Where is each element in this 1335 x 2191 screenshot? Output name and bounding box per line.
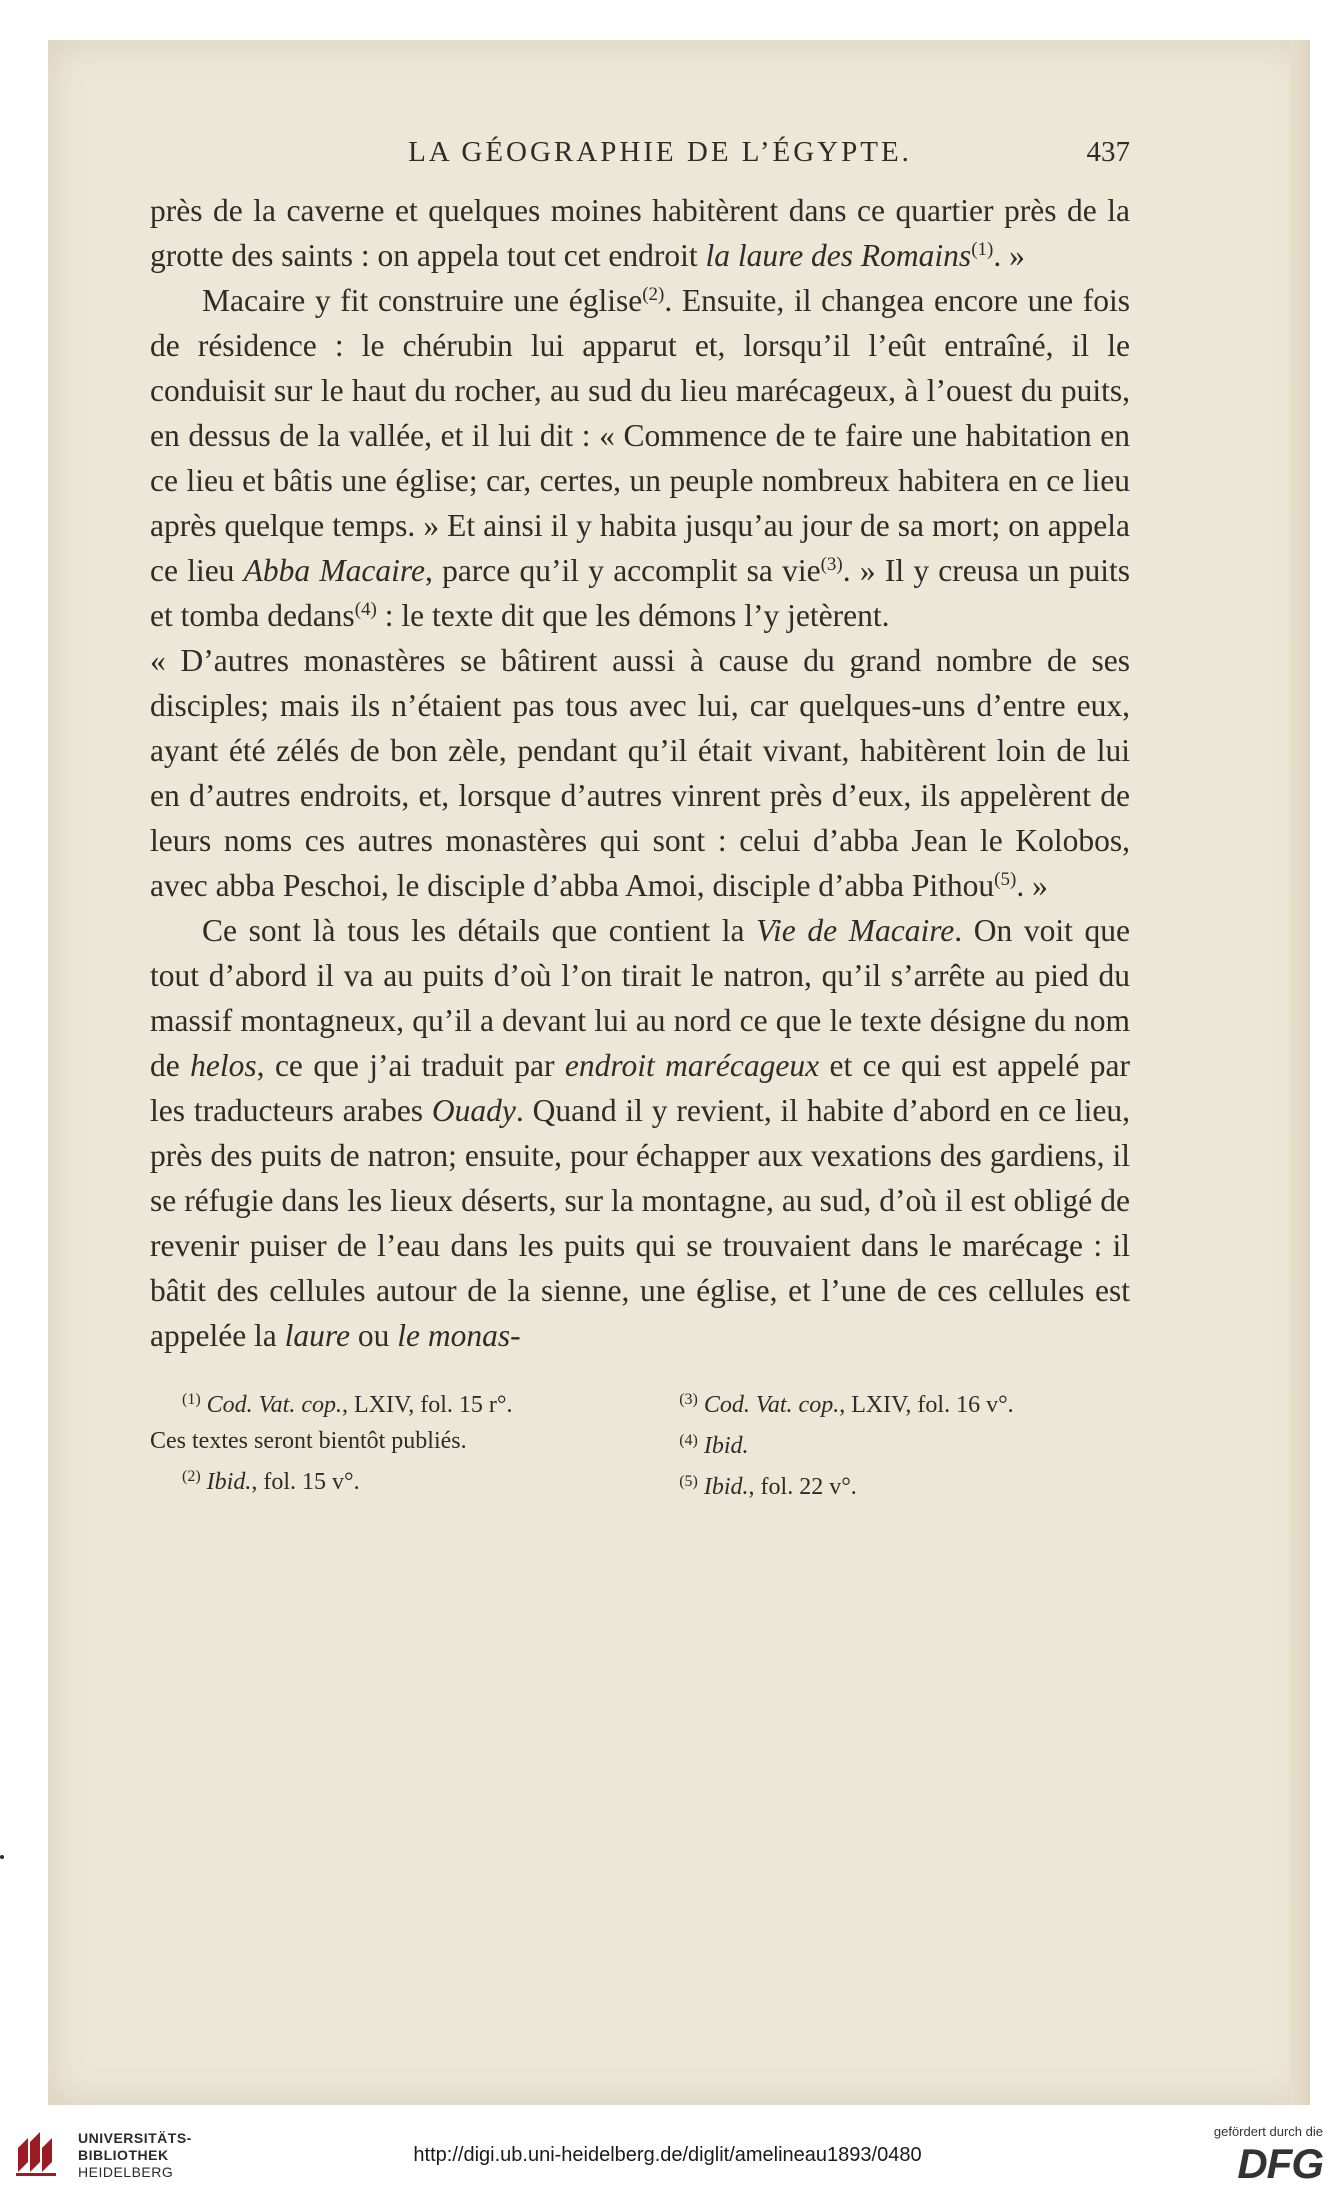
italic-run: Abba Macaire — [243, 553, 425, 588]
sponsor — [1173, 2124, 1323, 2185]
italic-run: Ouady — [431, 1093, 516, 1128]
text-run: près de la caverne et quelques moines habitèrent dans ce quartier près de la grotte des saints : on appela tout cet endroit — [150, 193, 1130, 273]
footnote-number: (3) — [679, 1391, 698, 1408]
text-run: « D’autres monastères se bâtirent aussi à cause du grand nombre de ses disciples; mais ils n’étaient pas tous avec lui, car quelques-uns d’entre eux, ayant été zélés de bon zèle, pendant qu’il était vivant, habitèrent loin de lui en d’autres endroits, et, lorsque d’autres vinrent près d’eux, ils appelèrent de leurs noms ces autres monastères qui sont : celui d’abba Jean le Kolobos, avec abba Peschoi, le disciple d’abba Amoi, disciple d’abba Pithou — [150, 643, 1130, 903]
footnote-text: , LXIV, fol. 16 v°. — [839, 1392, 1014, 1418]
running-title: LA GÉOGRAPHIE DE L’ÉGYPTE. — [408, 136, 912, 168]
dfg-logo[interactable]: DFG — [1237, 2140, 1323, 2187]
footnote-text: , fol. 22 v°. — [748, 1474, 857, 1500]
footnotes-right — [679, 1382, 1130, 1505]
footnotes-left — [150, 1382, 620, 1505]
text-run: Ce sont là tous les détails que contient la — [202, 913, 757, 948]
sponsor-label: gefördert durch die — [1213, 2124, 1323, 2139]
italic-run: helos — [190, 1048, 257, 1083]
footnote-4 — [679, 1423, 1130, 1464]
text-run: . Ensuite, il changea encore une fois de résidence : le chérubin lui apparut et, lorsqu’il l’eût entraîné, il le conduisit sur le haut du rocher, au sud du lieu marécageux, à l’ouest du puits, en dessus de la vallée, et il lui dit : « Commence de te faire une habitation en ce lieu et bâtis une église; car, certes, un peuple nombreux habitera en ce lieu après quelque temps. » Et ainsi il y habita jusqu’au jour de sa mort; on appela ce lieu — [150, 283, 1131, 588]
page-number: 437 — [1086, 136, 1130, 168]
footnote-ref-2[interactable]: (2) — [642, 284, 665, 305]
footnote-ref-5[interactable]: (5) — [994, 869, 1017, 890]
text-run: , ce que j’ai traduit par — [256, 1048, 565, 1083]
italic-run: Vie de Macaire — [756, 913, 955, 948]
footnote-number: (1) — [182, 1391, 201, 1408]
footnote-ref-3[interactable]: (3) — [820, 554, 843, 575]
paragraph-4 — [150, 908, 1130, 1358]
italic-run: laure — [284, 1318, 350, 1353]
footnote-ref-1[interactable]: (1) — [971, 239, 994, 260]
footnote-1 — [150, 1382, 620, 1423]
viewer-footer — [0, 2106, 1335, 2191]
body-text — [150, 188, 1130, 1358]
footnote-2 — [150, 1459, 620, 1500]
text-run: . » Il y creusa un puits et tomba dedans — [150, 553, 1130, 633]
footnote-source: Cod. Vat. cop. — [703, 1392, 840, 1418]
text-run: et ce qui est appelé par les traducteurs arabes — [150, 1048, 1130, 1128]
footnote-1-continuation: Ces textes seront bientôt publiés. — [150, 1428, 467, 1454]
footnote-text: , LXIV, fol. 15 r°. — [341, 1392, 513, 1418]
paragraph-2 — [150, 278, 1130, 638]
text-run: ou — [350, 1318, 398, 1353]
text-run: . » — [1016, 868, 1048, 903]
page-content — [150, 132, 1130, 1505]
footnote-number: (5) — [679, 1473, 698, 1490]
paragraph-3 — [150, 638, 1130, 908]
footnote-source: Ibid. — [703, 1433, 749, 1459]
footnotes — [150, 1382, 1130, 1505]
italic-run: le monas- — [397, 1318, 521, 1353]
footnote-ref-4[interactable]: (4) — [354, 599, 377, 620]
text-run: , parce qu’il y accomplit sa vie — [424, 553, 821, 588]
page-edge — [1290, 40, 1310, 2105]
footnote-text: , fol. 15 v°. — [251, 1469, 360, 1495]
footnote-number: (4) — [679, 1432, 698, 1449]
footnote-source: Ibid. — [703, 1474, 749, 1500]
footnote-source: Cod. Vat. cop. — [206, 1392, 342, 1418]
library-line-1: UNIVERSITÄTS- — [78, 2130, 192, 2146]
text-run: : le texte dit que les démons l’y jetèrent. — [376, 598, 890, 633]
paragraph-1 — [150, 188, 1130, 278]
footnote-5 — [679, 1464, 1130, 1505]
margin-mark — [0, 1855, 4, 1859]
text-run: . On voit que tout d’abord il va au puits d’où l’on tirait le natron, qu’il s’arrête au pied du massif montagneux, qu’il a devant lui au nord ce que le texte désigne du nom de — [150, 913, 1130, 1083]
running-head — [150, 132, 1130, 182]
italic-run: endroit marécageux — [564, 1048, 820, 1083]
footnote-source: Ibid. — [206, 1469, 252, 1495]
permalink-url[interactable]: http://digi.ub.uni-heidelberg.de/diglit/amelineau1893/0480 — [413, 2144, 922, 2166]
text-run: . » — [993, 238, 1025, 273]
text-run: . Quand il y revient, il habite d’abord en ce lieu, près des puits de natron; ensuite, pour échapper aux vexations des gardiens, il se réfugie dans les lieux déserts, sur la montagne, au sud, d’où il est obligé de revenir puiser de l’eau dans les puits qui se trouvaient dans le marécage : il bâtit des cellules autour de la sienne, une église, et l’une de ces cellules est appelée la — [150, 1093, 1130, 1353]
library-line-2: BIBLIOTHEK — [78, 2147, 169, 2163]
footnote-3 — [679, 1382, 1130, 1423]
footnote-number: (2) — [182, 1468, 201, 1485]
library-line-3: HEIDELBERG — [78, 2164, 174, 2180]
italic-run: la laure des Romains — [705, 238, 972, 273]
text-run: Macaire y fit construire une église — [202, 283, 643, 318]
